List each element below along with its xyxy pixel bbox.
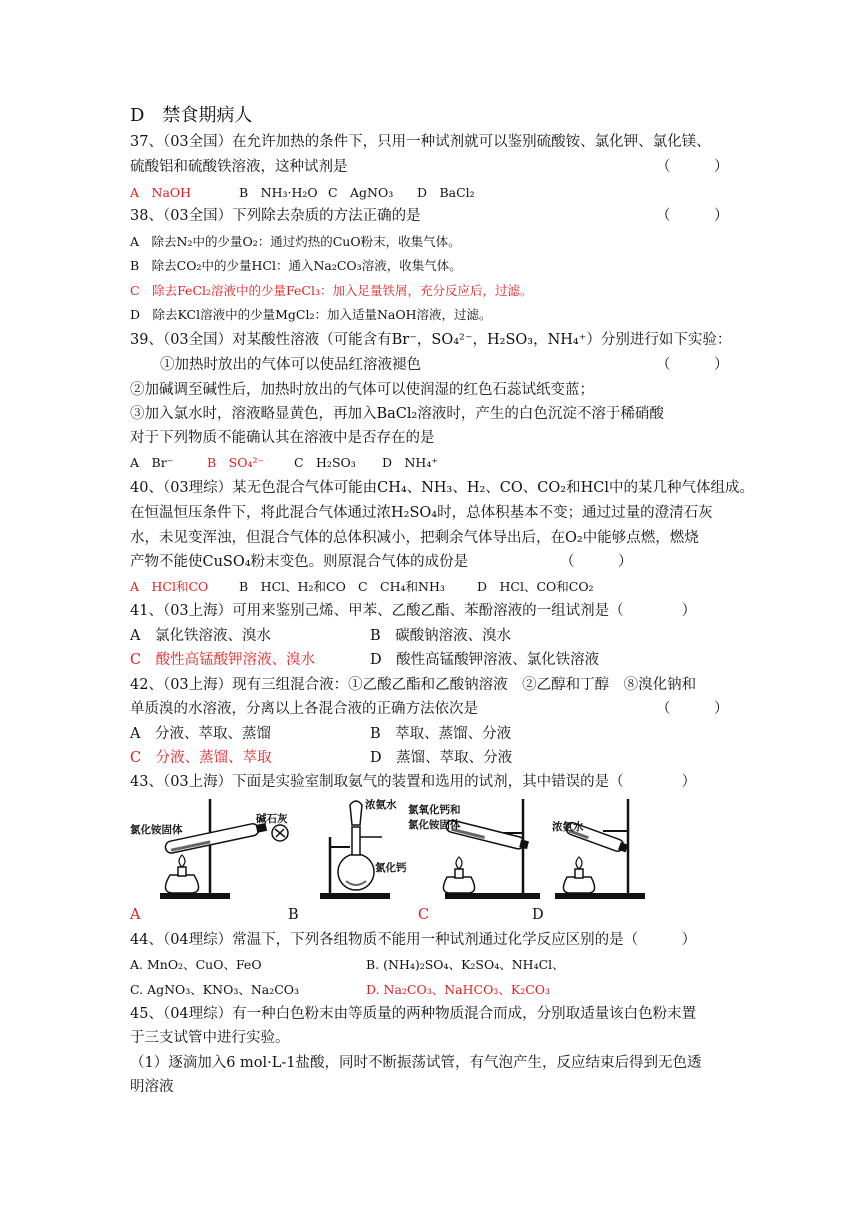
q39-item2: ②加碱调至碱性后，加热时放出的气体可以使润湿的红色石蕊试纸变蓝； — [130, 382, 594, 398]
q41-option-a: A 氯化铁溶液、溴水 — [130, 628, 271, 644]
q40-line4: 产物不能使CuSO₄粉末变色。则原混合气体的成份是 — [130, 554, 469, 570]
q37-line1: 37、（03全国）在允许加热的条件下，只用一种试剂就可以鉴别硫酸铵、氯化钾、氯化镁、 — [130, 134, 711, 150]
q45-line2: 于三支试管中进行实验。 — [130, 1030, 290, 1046]
q39-option-d: D NH₄⁺ — [381, 455, 438, 470]
q37-option-b: B NH₃·H₂O — [238, 185, 318, 200]
q39-option-c: C H₂SO₃ — [293, 455, 356, 470]
q39-question: 对于下列物质不能确认其在溶液中是否存在的是 — [130, 430, 435, 446]
q40-option-a: A HCl和CO — [130, 579, 209, 594]
figure-b-label-cacl2: 氯化钙 — [375, 862, 407, 874]
q43-line1: 43、（03上海）下面是实验室制取氨气的装置和选用的试剂，其中错误的是（ ） — [130, 774, 697, 790]
q43-option-b: B — [288, 907, 299, 923]
q40-option-c: C CH₄和NH₃ — [357, 579, 445, 594]
q44-option-a: A. MnO₂、CuO、FeO — [130, 957, 262, 972]
q38-option-a: A 除去N₂中的少量O₂：通过灼热的CuO粉末，收集气体。 — [130, 234, 461, 249]
q44-line1: 44、（04理综）常温下，下列各组物质不能用一种试剂通过化学反应区别的是（ ） — [130, 932, 697, 948]
q44-option-c: C. AgNO₃、KNO₃、Na₂CO₃ — [130, 982, 300, 997]
q43-option-d: D — [532, 907, 544, 923]
figure-a-label-solid: 氯化铵固体 — [130, 824, 183, 836]
q41-option-b: B 碳酸钠溶液、溴水 — [370, 628, 512, 644]
q40-paren: （ ） — [560, 554, 633, 570]
q37-option-a: A NaOH — [130, 185, 192, 200]
q42-line2: 单质溴的水溶液，分离以上各混合液的正确方法依次是 — [130, 701, 478, 717]
q40-options — [130, 577, 594, 597]
q45-line1: 45、（04理综）有一种白色粉末由等质量的两种物质混合而成，分别取适量该白色粉末置 — [130, 1006, 697, 1022]
q41-option-d: D 酸性高锰酸钾溶液、氯化铁溶液 — [370, 652, 600, 668]
q39-item3: ③加入氯水时，溶液略显黄色，再加入BaCl₂溶液时，产生的白色沉淀不溶于稀硝酸 — [130, 406, 664, 422]
q43-figures — [130, 797, 730, 902]
q38-option-d: D 除去KCl溶液中的少量MgCl₂：加入适量NaOH溶液，过滤。 — [130, 307, 492, 322]
q38-paren: （ ） — [656, 208, 729, 224]
figure-c-label1: 氯氧化钙和 — [408, 804, 461, 816]
q45-line3: （1）逐滴加入6 mol·L-1盐酸，同时不断振荡试管，有气泡产生，反应结束后得到无色透 — [130, 1055, 702, 1071]
q40-option-d: D HCl、CO和CO₂ — [476, 579, 594, 594]
q44-option-b: B. (NH₄)₂SO₄、K₂SO₄、NH₄Cl、 — [366, 957, 565, 972]
figure-d-apparatus — [555, 797, 665, 902]
q42-paren: （ ） — [656, 701, 729, 717]
q37-line2 — [130, 157, 348, 177]
q40-line3: 水，未见变浑浊，但混合气体的总体积减小，把剩余气体导出后，在O₂中能够点燃，燃烧 — [130, 530, 699, 546]
q38-option-b: B 除去CO₂中的少量HCl：通入Na₂CO₃溶液，收集气体。 — [130, 258, 462, 273]
q41-option-c: C 酸性高锰酸钾溶液、溴水 — [130, 652, 316, 668]
q42-option-b: B 萃取、蒸馏、分液 — [370, 726, 512, 742]
q41-line1: 41、（03上海）可用来鉴别己烯、甲苯、乙酸乙酯、苯酚溶液的一组试剂是（ ） — [130, 603, 697, 619]
q43-option-c: C — [418, 907, 430, 923]
figure-b-label-ammonia: 浓氨水 — [365, 799, 397, 811]
q40-option-b: B HCl、H₂和CO — [238, 579, 346, 594]
heading-d: D 禁食期病人 — [130, 105, 253, 126]
q40-line1: 40、（03理综）某无色混合气体可能由CH₄、NH₃、H₂、CO、CO₂和HCl中的某几种气体组成。 — [130, 480, 754, 496]
q43-option-a: A — [130, 907, 141, 923]
q39-option-b: B SO₄²⁻ — [206, 455, 265, 470]
q37-paren: （ ） — [656, 159, 729, 175]
q37-stem: 硫酸铝和硫酸铁溶液，这种试剂是 — [130, 159, 348, 175]
q42-option-d: D 蒸馏、萃取、分液 — [370, 750, 513, 766]
q37-option-d: D BaCl₂ — [416, 185, 475, 200]
figure-d-label-ammonia: 浓氨水 — [552, 821, 584, 833]
q38-option-c: C 除去FeCl₂溶液中的少量FeCl₃：加入足量铁屑，充分反应后，过滤。 — [130, 283, 533, 298]
q39-options — [130, 453, 438, 473]
q42-line1: 42、（03上海）现有三组混合液：①乙酸乙酯和乙酸钠溶液 ②乙醇和丁醇 ⑧溴化钠和 — [130, 677, 697, 693]
figure-c-label2: 氯化铵固体 — [408, 819, 461, 831]
q42-option-c: C 分液、蒸馏、萃取 — [130, 750, 272, 766]
q39-item1: ①加热时放出的气体可以使品红溶液褪色 — [160, 357, 421, 373]
q44-option-d: D. Na₂CO₃、NaHCO₃、K₂CO₃ — [366, 982, 551, 997]
q39-paren: （ ） — [656, 357, 729, 373]
q40-line2: 在恒温恒压条件下，将此混合气体通过浓H₂SO₄时，总体积基本不变；通过过量的澄清石灰 — [130, 505, 713, 521]
figure-a-label-sodalime: 碱石灰 — [256, 813, 288, 825]
q37-option-c: C AgNO₃ — [327, 185, 394, 200]
q45-line4: 明溶液 — [130, 1079, 174, 1095]
q38-line1: 38、（03全国）下列除去杂质的方法正确的是 — [130, 208, 421, 224]
q39-option-a: A Br⁻ — [130, 455, 174, 470]
q37-options — [130, 183, 475, 203]
q42-option-a: A 分液、萃取、蒸馏 — [130, 726, 271, 742]
q39-line1: 39、（03全国）对某酸性溶液（可能含有Br⁻，SO₄²⁻，H₂SO₃，NH₄⁺）分别进行如下实验： — [130, 332, 732, 348]
